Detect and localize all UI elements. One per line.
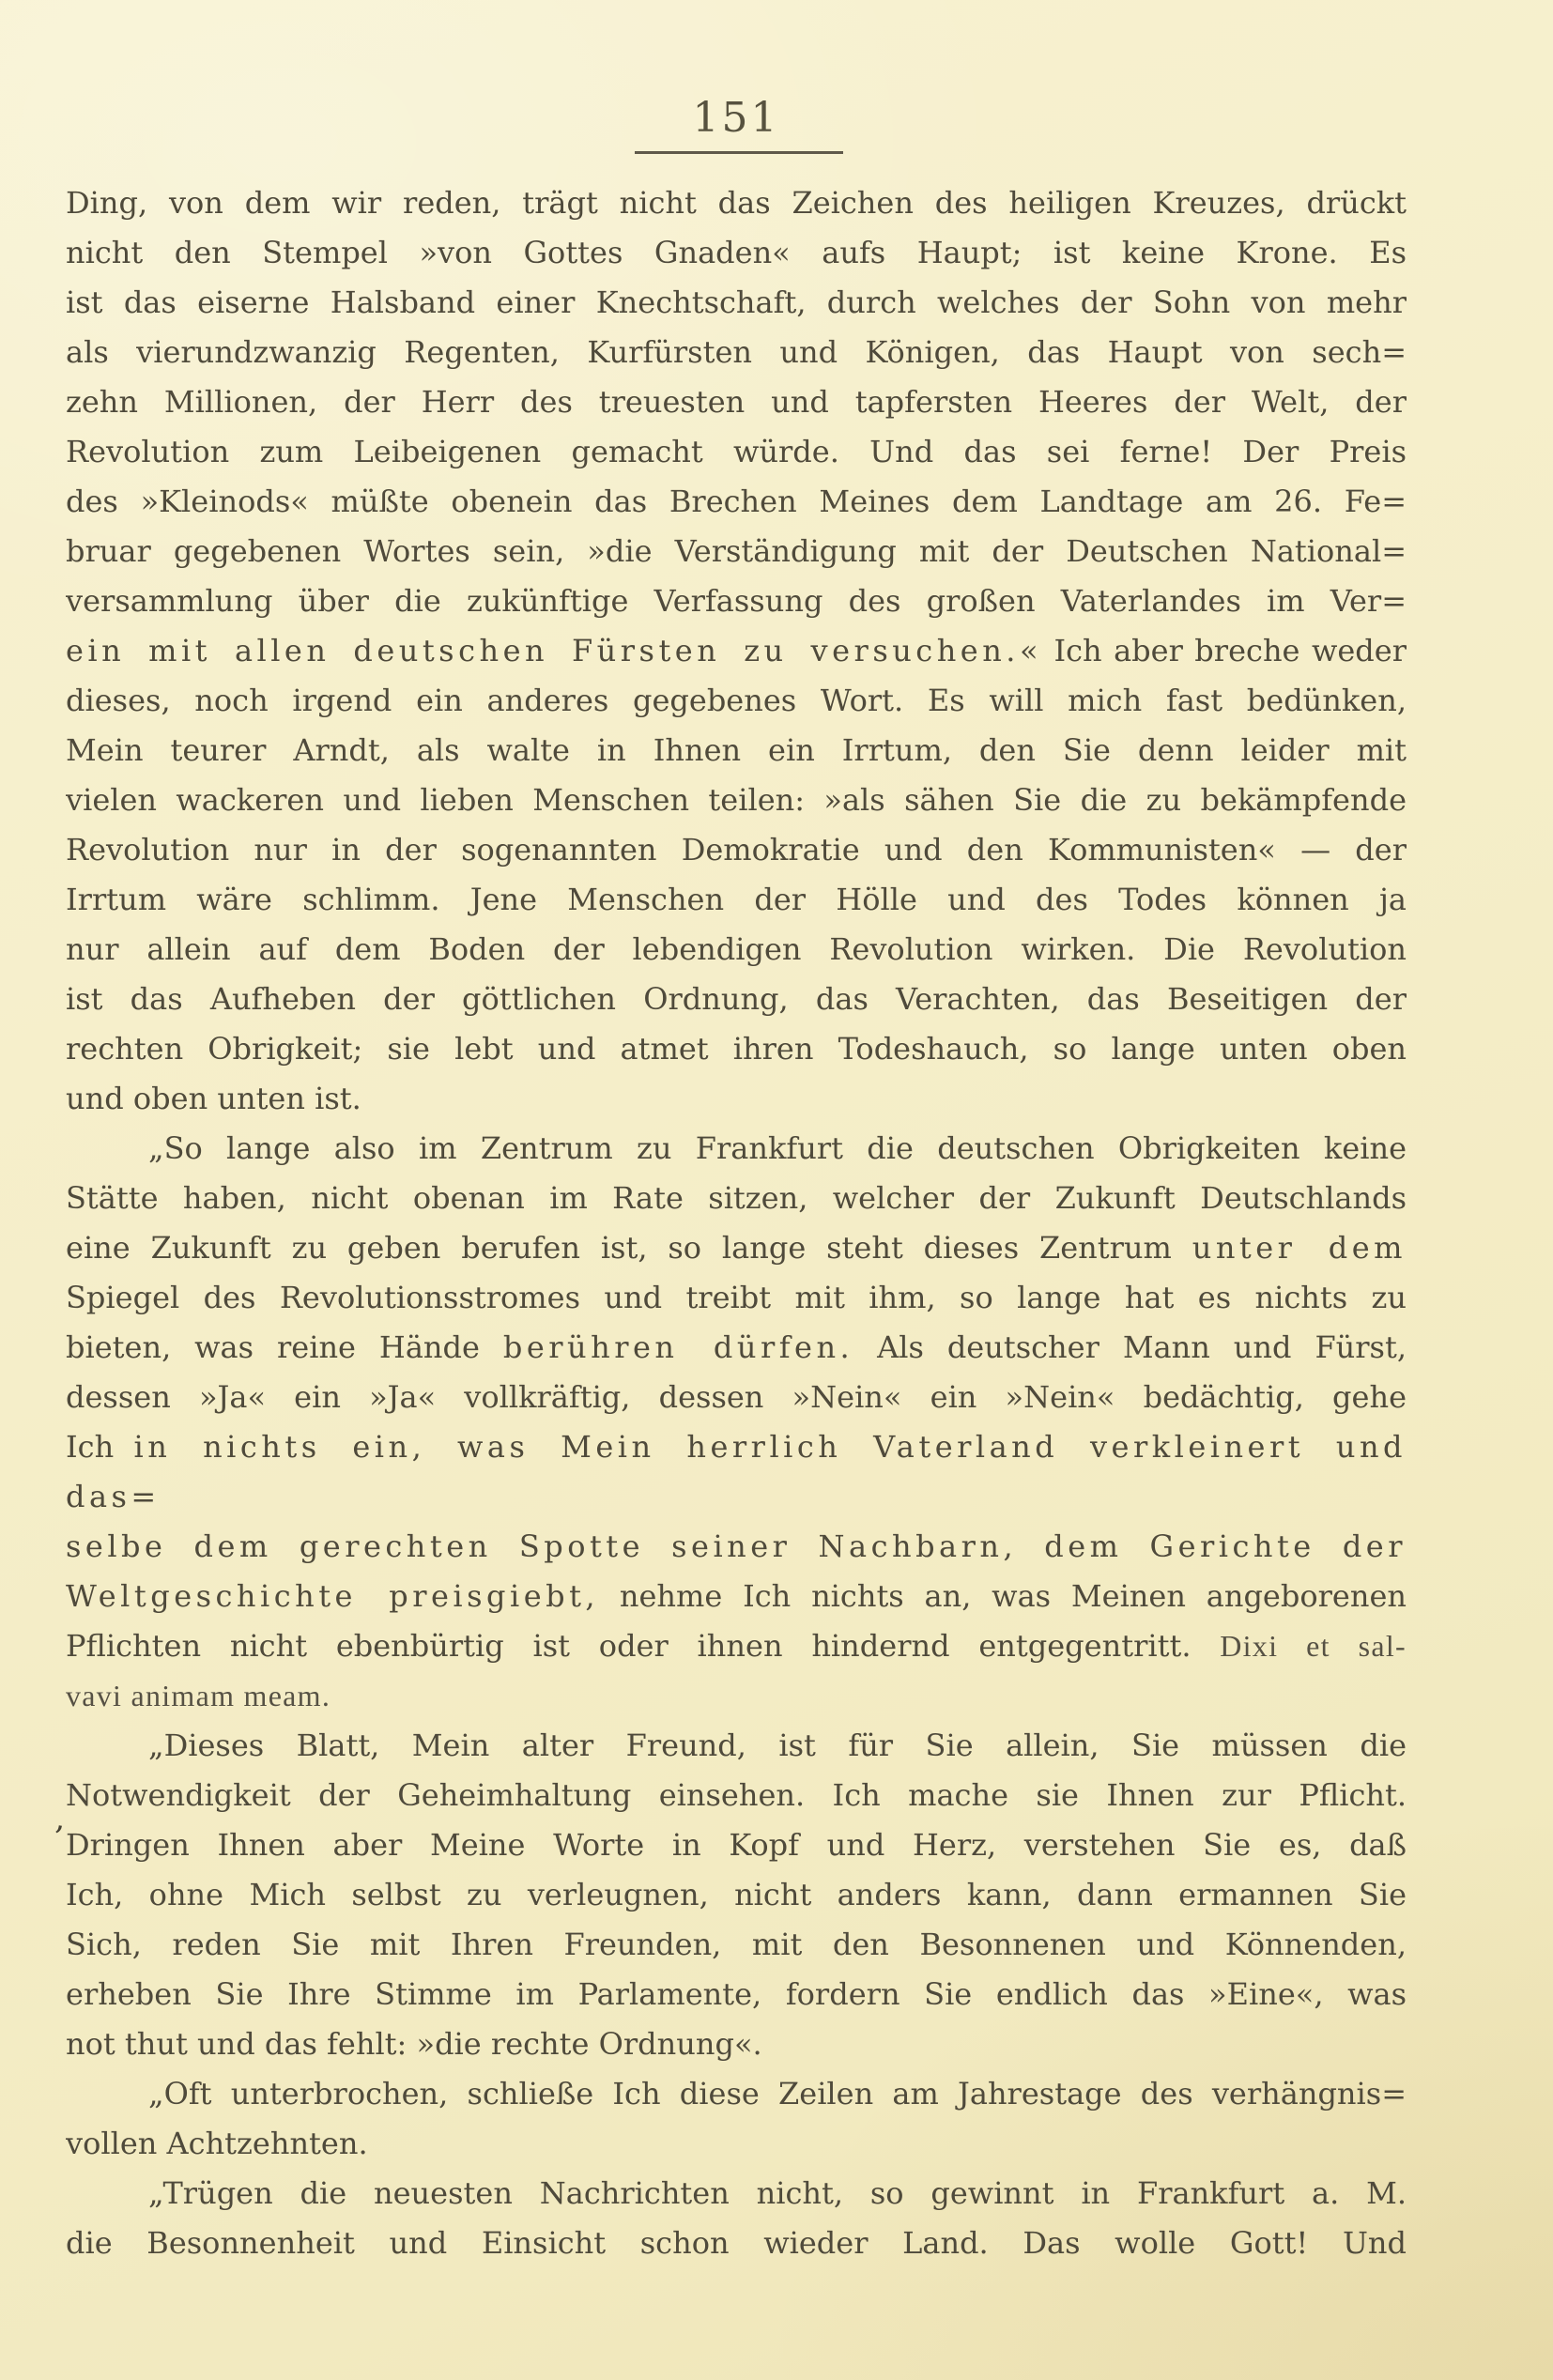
text-segment: Pflichten nicht ebenbürtig ist oder ihnen hindernd entgegentritt. xyxy=(66,1628,1221,1664)
text-line xyxy=(66,1174,1407,1223)
text-segment: bruar gegebenen Wortes sein, »die Verständigung mit der Deutschen National= xyxy=(66,533,1407,569)
text-segment: Sich, reden Sie mit Ihren Freunden, mit den Besonnenen und Könnenden, xyxy=(66,1927,1407,1962)
text-line xyxy=(66,1870,1407,1920)
margin-ink-mark: ’ xyxy=(50,1819,66,1858)
text-segment: vollen Achtzehnten. xyxy=(66,2126,368,2161)
text-segment: als vierundzwanzig Regenten, Kurfürsten und Königen, das Haupt von sech= xyxy=(66,334,1407,370)
text-line xyxy=(66,427,1407,477)
text-segment: nur allein auf dem Boden der lebendigen Revolution wirken. Die Revolution xyxy=(66,931,1407,967)
text-segment: Spiegel des Revolutionsstromes und treibt mit ihm, so lange hat es nichts zu xyxy=(66,1280,1407,1315)
text-segment: Notwendigkeit der Geheimhaltung einsehen. Ich mache sie Ihnen zur Pflicht. xyxy=(66,1777,1407,1813)
text-segment-latin: vavi animam meam. xyxy=(66,1679,331,1712)
text-line xyxy=(66,2019,1407,2069)
text-line xyxy=(66,975,1407,1024)
text-line xyxy=(66,1373,1407,1422)
text-line xyxy=(66,1970,1407,2019)
text-line xyxy=(66,2119,1407,2169)
text-segment-sp: unter dem xyxy=(1192,1230,1407,1266)
text-segment: des »Kleinods« müßte obenein das Brechen Meines dem Landtage am 26. Fe= xyxy=(66,484,1407,519)
text-line xyxy=(66,1273,1407,1323)
text-line xyxy=(66,1422,1407,1522)
text-line xyxy=(66,278,1407,328)
text-line xyxy=(66,1621,1407,1671)
text-segment: „Oft unterbrochen, schließe Ich diese Zeilen am Jahrestage des verhängnis= xyxy=(148,2076,1407,2111)
text-segment: Revolution zum Leibeigenen gemacht würde. Und das sei ferne! Der Preis xyxy=(66,434,1407,469)
text-segment: bieten, was reine Hände xyxy=(66,1329,503,1365)
text-segment-sp: berühren dürfen. xyxy=(502,1329,854,1365)
text-segment: rechten Obrigkeit; sie lebt und atmet ihren Todeshauch, so lange unten oben xyxy=(66,1031,1407,1067)
text-segment: vielen wackeren und lieben Menschen teilen: »als sähen Sie die zu bekämpfende xyxy=(66,782,1407,818)
text-line xyxy=(66,1522,1407,1572)
text-segment-latin: Dixi et sal- xyxy=(1220,1629,1407,1663)
text-segment: ist das Aufheben der göttlichen Ordnung, das Verachten, das Beseitigen der xyxy=(66,981,1407,1017)
text-segment: die Besonnenheit und Einsicht schon wieder Land. Das wolle Gott! Und xyxy=(66,2225,1407,2261)
text-segment-sp: selbe dem gerechten Spotte seiner Nachbarn, dem Gerichte der xyxy=(66,1528,1407,1564)
text-segment: und oben unten ist. xyxy=(66,1081,361,1116)
text-line xyxy=(66,1572,1407,1621)
text-segment: nicht den Stempel »von Gottes Gnaden« aufs Haupt; ist keine Krone. Es xyxy=(66,235,1407,270)
text-segment: dessen »Ja« ein »Ja« vollkräftig, dessen »Nein« ein »Nein« bedächtig, gehe xyxy=(66,1379,1407,1415)
text-line xyxy=(66,1771,1407,1820)
text-segment-sp: in nichts ein, was Mein herrlich Vaterland verkleinert und das= xyxy=(66,1429,1407,1514)
text-line xyxy=(66,1671,1407,1721)
text-line xyxy=(66,2069,1407,2119)
text-segment: dieses, noch irgend ein anderes gegebenes Wort. Es will mich fast bedünken, xyxy=(66,683,1407,718)
text-segment: Als deutscher Mann und Fürst, xyxy=(853,1329,1407,1365)
text-segment: not thut und das fehlt: »die rechte Ordnung«. xyxy=(66,2026,762,2062)
page-number: 151 xyxy=(692,94,780,142)
text-line xyxy=(66,178,1407,228)
text-segment-sp: ein mit allen deutschen Fürsten zu versuchen.« xyxy=(66,633,1043,668)
text-segment: Mein teurer Arndt, als walte in Ihnen ein Irrtum, den Sie denn leider mit xyxy=(66,732,1407,768)
text-segment: erheben Sie Ihre Stimme im Parlamente, fordern Sie endlich das »Eine«, was xyxy=(66,1976,1407,2012)
text-line xyxy=(66,2169,1407,2219)
text-line xyxy=(66,1024,1407,1074)
text-segment: eine Zukunft zu geben berufen ist, so lange steht dieses Zentrum xyxy=(66,1230,1192,1266)
text-line xyxy=(66,1223,1407,1273)
text-segment: Stätte haben, nicht obenan im Rate sitzen, welcher der Zukunft Deutschlands xyxy=(66,1180,1407,1216)
text-segment: Irrtum wäre schlimm. Jene Menschen der Hölle und des Todes können ja xyxy=(66,882,1407,917)
page-number-rule xyxy=(635,151,843,154)
text-line xyxy=(66,1920,1407,1970)
text-segment: nehme Ich nichts an, was Meinen angeborenen xyxy=(599,1578,1407,1614)
text-line xyxy=(66,1323,1407,1373)
text-segment-sp: Weltgeschichte preisgiebt, xyxy=(66,1578,600,1614)
text-segment: Ich, ohne Mich selbst zu verleugnen, nicht anders kann, dann ermannen Sie xyxy=(66,1877,1407,1912)
text-line xyxy=(66,228,1407,278)
text-line xyxy=(66,626,1407,676)
text-segment: Dringen Ihnen aber Meine Worte in Kopf und Herz, verstehen Sie es, daß xyxy=(66,1827,1407,1863)
text-line xyxy=(66,1820,1407,1870)
text-line xyxy=(66,477,1407,527)
text-segment: Ich aber breche weder xyxy=(1042,633,1407,668)
text-line xyxy=(66,676,1407,726)
text-line xyxy=(66,825,1407,875)
text-segment: Ding, von dem wir reden, trägt nicht das Zeichen des heiligen Kreuzes, drückt xyxy=(66,185,1407,221)
text-line xyxy=(66,1124,1407,1174)
text-line xyxy=(66,875,1407,925)
text-segment: „Trügen die neuesten Nachrichten nicht, so gewinnt in Frankfurt a. M. xyxy=(148,2175,1407,2211)
text-line xyxy=(66,925,1407,975)
text-segment: Ich xyxy=(66,1429,134,1465)
text-segment: ist das eiserne Halsband einer Knechtschaft, durch welches der Sohn von mehr xyxy=(66,284,1407,320)
text-line xyxy=(66,328,1407,377)
text-segment: „Dieses Blatt, Mein alter Freund, ist für Sie allein, Sie müssen die xyxy=(148,1727,1407,1763)
text-line xyxy=(66,2219,1407,2268)
text-line xyxy=(66,726,1407,775)
text-segment: versammlung über die zukünftige Verfassung des großen Vaterlandes im Ver= xyxy=(66,583,1407,619)
text-line xyxy=(66,527,1407,576)
text-line xyxy=(66,775,1407,825)
text-line xyxy=(66,576,1407,626)
text-segment: „So lange also im Zentrum zu Frankfurt die deutschen Obrigkeiten keine xyxy=(148,1130,1407,1166)
text-segment: zehn Millionen, der Herr des treuesten und tapfersten Heeres der Welt, der xyxy=(66,384,1407,420)
text-block xyxy=(66,178,1407,2268)
text-line xyxy=(66,1721,1407,1771)
text-segment: Revolution nur in der sogenannten Demokratie und den Kommunisten« — der xyxy=(66,832,1407,868)
text-line xyxy=(66,377,1407,427)
text-line xyxy=(66,1074,1407,1124)
